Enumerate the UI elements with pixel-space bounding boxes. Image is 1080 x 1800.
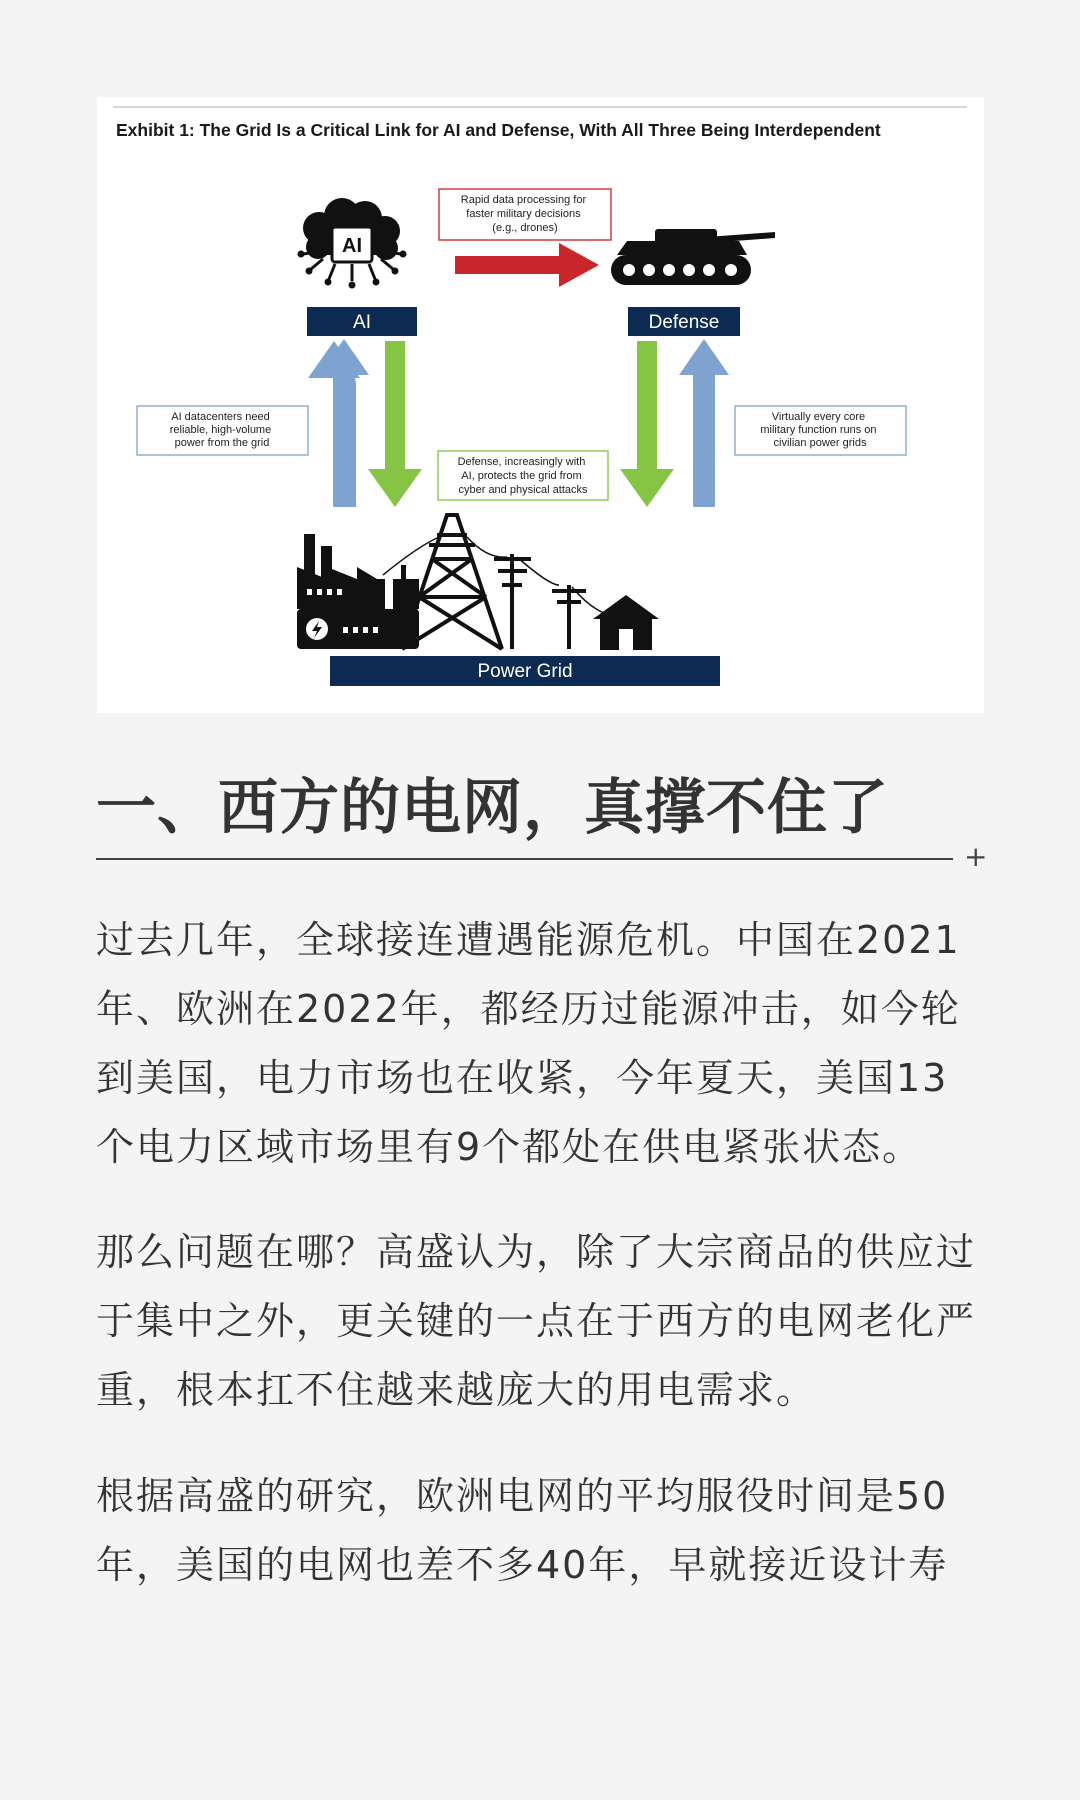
- power-line-2: [467, 537, 507, 557]
- paragraph-2: 那么问题在哪？高盛认为，除了大宗商品的供应过于集中之外，更关键的一点在于西方的电网老化严重，根本扛不住越来越庞大的用电需求。: [96, 1230, 977, 1412]
- exhibit-title: Exhibit 1: The Grid Is a Critical Link for AI and Defense, With All Three Being Interdependent: [116, 120, 881, 140]
- defense-label: Defense: [648, 312, 720, 333]
- exhibit-diagram: [97, 97, 984, 713]
- heading-divider: [96, 858, 953, 860]
- utility-pole-small-icon: [552, 585, 586, 649]
- exhibit-figure: [97, 97, 984, 713]
- ai-chip-text: AI: [342, 235, 362, 257]
- house-icon: [593, 595, 659, 650]
- center-caption-text: Defense, increasingly with AI, protects the grid from cyber and physical attacks: [457, 456, 588, 496]
- green-down-arrow-right: [620, 341, 674, 507]
- green-down-arrow-left: [368, 341, 422, 507]
- power-plant-icon: [297, 534, 419, 649]
- left-caption-text: AI datacenters need reliable, high-volume power from the grid: [169, 411, 272, 449]
- section-heading: 一、西方的电网，真撑不住了: [96, 773, 889, 843]
- top-caption-text: Rapid data processing for faster military decisions (e.g., drones): [460, 194, 587, 234]
- tank-icon: [611, 229, 775, 285]
- paragraph-3: 根据高盛的研究，欧洲电网的平均服役时间是50年，美国的电网也差不多40年，早就接近设计寿: [96, 1474, 949, 1587]
- right-caption-text: Virtually every core military function runs on civilian power grids: [760, 411, 877, 449]
- blue-up-arrow-left-body: [319, 339, 369, 507]
- ai-label: AI: [353, 312, 371, 333]
- utility-pole-icon: [494, 554, 531, 649]
- plus-icon: +: [964, 840, 988, 873]
- paragraph-1: 过去几年，全球接连遭遇能源危机。中国在2021年、欧洲在2022年，都经历过能源冲击，如今轮到美国，电力市场也在收紧，今年夏天，美国13个电力区域市场里有9个都处在供电紧张状态。: [96, 918, 961, 1169]
- power-grid-label: Power Grid: [477, 661, 573, 682]
- blue-up-arrow-right: [679, 339, 729, 507]
- red-arrow-ai-to-defense: [455, 243, 599, 287]
